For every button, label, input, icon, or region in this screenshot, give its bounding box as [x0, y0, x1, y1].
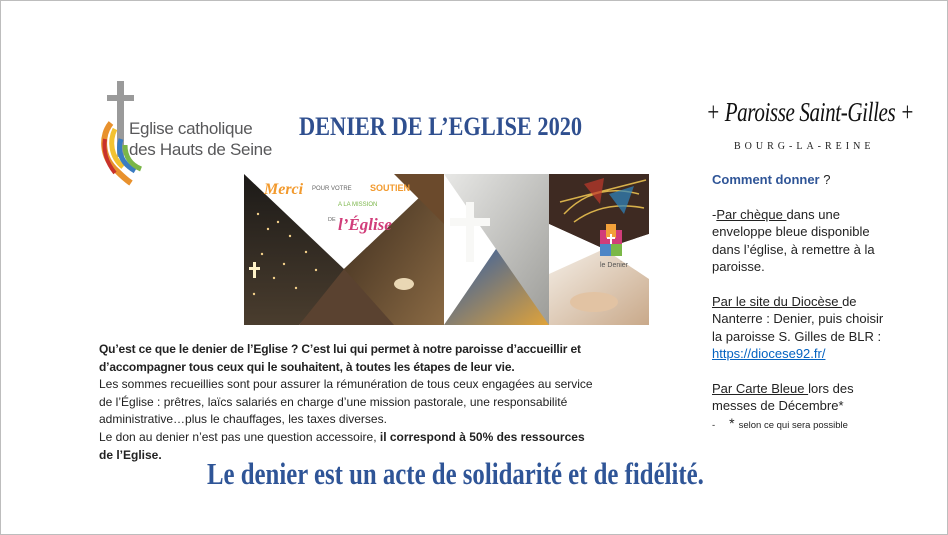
- carte-text: lors des messes de Décembre*: [712, 380, 854, 413]
- banner-soutien: SOUTIEN: [370, 183, 411, 193]
- carte-label: Par Carte Bleue: [712, 380, 809, 396]
- site-text: de Nanterre : Denier, puis choisir la paroisse S. Gilles de BLR :: [712, 293, 884, 344]
- intro-bold: Qu’est ce que le denier de l’Eglise ? C’est lui qui permet à notre paroisse d’accueillir et d’accompagner tous ceux qui le souhaitent, à toutes les étapes de leur vie.: [99, 342, 581, 374]
- diocese-link[interactable]: https://diocese92.fr/: [712, 346, 826, 361]
- paroisse-place: BOURG-LA-REINE: [734, 141, 875, 152]
- banner-le-denier: le Denier: [600, 262, 629, 269]
- diocese-name: [129, 118, 272, 160]
- banner-de: DE: [328, 217, 336, 223]
- footnote-dash: -: [712, 419, 716, 431]
- heading-question-mark: ?: [819, 172, 831, 187]
- cheque-label: Par chèque: [716, 206, 787, 222]
- paroisse-logo: [706, 97, 915, 163]
- banner-eglise: l’Église: [338, 215, 392, 234]
- paroisse-name: + Paroisse Saint-Gilles +: [706, 97, 915, 127]
- page-title: DENIER DE L’EGLISE 2020: [299, 112, 583, 141]
- option-cheque: [712, 206, 892, 276]
- footnote: [712, 415, 892, 435]
- option-carte: [712, 380, 892, 415]
- cheque-dash: -: [712, 206, 717, 222]
- diocese-name-line1: Eglise catholique: [129, 119, 253, 138]
- how-to-give-panel: [712, 171, 892, 434]
- main-text: [99, 341, 594, 464]
- banner-merci: Merci: [264, 181, 304, 198]
- how-to-give-heading: [712, 171, 892, 189]
- banner-collage: [244, 174, 649, 325]
- don-text: Le don au denier n’est pas une question accessoire,: [99, 429, 380, 444]
- denier-banner: [244, 174, 649, 325]
- diocese-logo: [97, 79, 272, 191]
- cheque-text: dans une enveloppe bleue disponible dans l’église, à remettre à la paroisse.: [712, 206, 875, 274]
- banner-a-la-mission: A LA MISSION: [338, 202, 378, 208]
- paragraph-resources: Les sommes recueillies sont pour assurer la rémunération de tous ceux engagées au service de l’Église : prêtres, laïcs salariés en charge d’une mission pastorale, une responsabilité administrative…plus le chauffages, les taxes diverses.: [99, 377, 593, 427]
- don-bold: il correspond à 50% des ressources de l’Eglise.: [99, 429, 585, 462]
- diocese-name-line2: des Hauts de Seine: [129, 140, 272, 159]
- footnote-text: selon ce qui sera possible: [738, 419, 848, 431]
- heading-text: Comment donner: [712, 172, 820, 187]
- site-label: Par le site du Diocèse: [712, 293, 843, 309]
- motto: Le denier est un acte de solidarité et de fidélité.: [207, 456, 704, 491]
- footnote-star: *: [729, 414, 735, 431]
- option-site: [712, 293, 892, 363]
- banner-pour-votre: POUR VOTRE: [312, 186, 352, 192]
